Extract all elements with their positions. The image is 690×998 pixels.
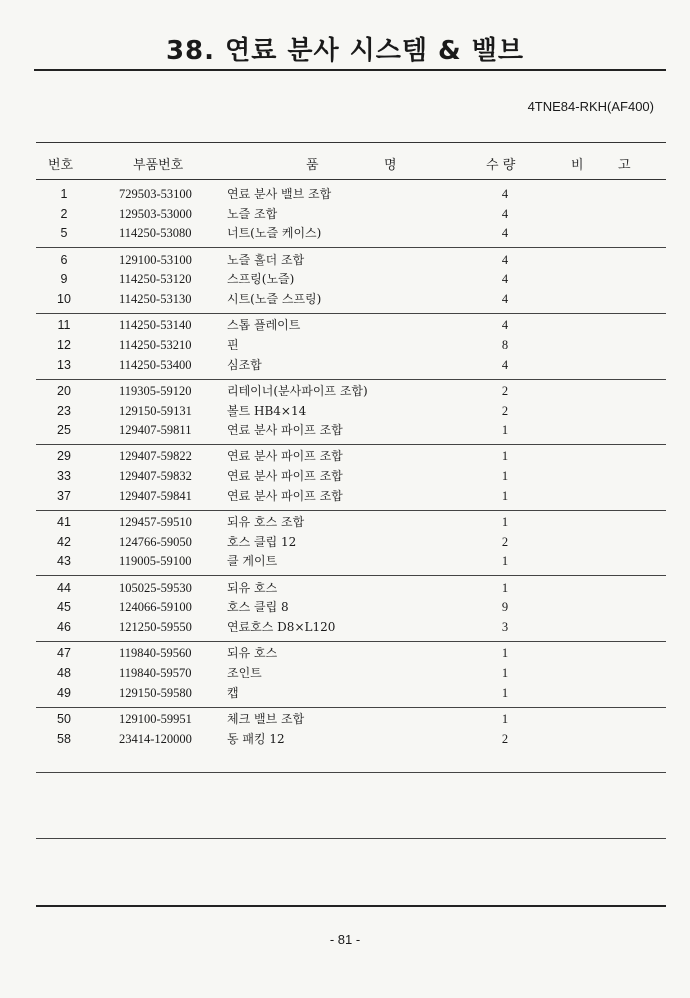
row-qty: 1 xyxy=(501,515,509,529)
row-qty: 2 xyxy=(501,403,509,418)
row-name: 체크 밸브 조합 xyxy=(227,711,305,726)
row-no: 5 xyxy=(60,226,68,241)
row-qty: 1 xyxy=(501,488,509,503)
group-divider xyxy=(36,510,666,511)
row-part-no: 129503-53000 xyxy=(119,206,192,221)
group-divider xyxy=(36,772,666,773)
row-part-no: 114250-53400 xyxy=(119,357,192,372)
row-qty: 1 xyxy=(501,554,509,569)
row-qty: 2 xyxy=(501,731,509,746)
group-divider xyxy=(36,444,666,445)
row-no: 2 xyxy=(60,206,68,221)
row-part-no: 23414-120000 xyxy=(119,731,192,746)
row-qty: 4 xyxy=(501,292,509,306)
row-no: 13 xyxy=(57,357,71,372)
row-qty: 1 xyxy=(501,665,509,680)
row-part-no: 105025-59530 xyxy=(119,580,192,595)
header-remarks-1: 비 xyxy=(571,158,584,173)
row-part-no: 114250-53130 xyxy=(119,292,192,306)
row-part-no: 119840-59560 xyxy=(119,646,192,661)
header-name-1: 품 xyxy=(306,158,319,173)
row-name: 볼트 HB4×14 xyxy=(227,403,307,418)
row-no: 45 xyxy=(57,600,71,615)
header-name-2: 명 xyxy=(384,158,397,173)
row-name: 스프링(노즐) xyxy=(227,272,295,287)
row-qty: 1 xyxy=(501,449,509,464)
row-part-no: 124066-59100 xyxy=(119,600,192,615)
row-name: 캡 xyxy=(227,685,239,700)
row-no: 10 xyxy=(57,292,71,306)
row-no: 58 xyxy=(57,731,71,746)
group-divider xyxy=(36,838,666,839)
row-name: 연료 분사 파이프 조합 xyxy=(227,469,343,484)
row-no: 20 xyxy=(57,383,71,398)
row-no: 46 xyxy=(57,620,71,634)
row-part-no: 114250-53140 xyxy=(119,318,192,333)
row-qty: 4 xyxy=(501,357,509,372)
row-no: 25 xyxy=(57,423,71,438)
row-no: 42 xyxy=(57,534,71,549)
header-remarks-2: 고 xyxy=(618,158,631,173)
row-qty: 1 xyxy=(501,711,509,726)
row-name: 클 게이트 xyxy=(227,554,278,569)
header-no: 번호 xyxy=(48,158,74,173)
row-qty: 2 xyxy=(501,534,509,549)
row-no: 29 xyxy=(57,449,71,464)
row-qty: 1 xyxy=(501,646,509,661)
row-name: 노즐 조합 xyxy=(227,206,278,221)
row-name: 시트(노즐 스프링) xyxy=(227,292,322,306)
row-no: 9 xyxy=(60,272,68,287)
row-name: 리테이너(분사파이프 조합) xyxy=(227,383,368,398)
row-part-no: 129407-59822 xyxy=(119,449,192,464)
page-title: 38. 연료 분사 시스템 & 밸브 xyxy=(165,36,525,66)
row-qty: 4 xyxy=(501,226,509,241)
row-name: 되유 호스 xyxy=(227,580,278,595)
row-qty: 4 xyxy=(501,318,509,333)
row-no: 43 xyxy=(57,554,71,569)
header-bottom-rule xyxy=(36,179,666,180)
row-part-no: 129100-53100 xyxy=(119,252,192,267)
row-name: 스톱 플레이트 xyxy=(227,318,301,333)
group-divider xyxy=(36,641,666,642)
row-part-no: 114250-53080 xyxy=(119,226,192,241)
row-no: 12 xyxy=(57,337,71,352)
row-part-no: 129150-59580 xyxy=(119,685,192,700)
row-part-no: 121250-59550 xyxy=(119,620,192,634)
row-no: 11 xyxy=(57,318,71,333)
row-qty: 4 xyxy=(501,206,509,221)
group-divider xyxy=(36,575,666,576)
row-part-no: 129150-59131 xyxy=(119,403,192,418)
row-name: 연료호스 D8×L120 xyxy=(227,620,336,634)
row-part-no: 129407-59832 xyxy=(119,469,192,484)
row-no: 33 xyxy=(57,469,71,484)
row-no: 41 xyxy=(57,515,71,529)
row-name: 연료 분사 밸브 조합 xyxy=(227,187,332,201)
row-no: 50 xyxy=(57,711,71,726)
row-no: 6 xyxy=(60,252,68,267)
row-qty: 1 xyxy=(501,423,509,438)
row-name: 핀 xyxy=(227,337,239,352)
row-no: 49 xyxy=(57,685,71,700)
row-no: 37 xyxy=(57,488,71,503)
row-no: 44 xyxy=(57,580,71,595)
row-name: 연료 분사 파이프 조합 xyxy=(227,488,343,503)
row-qty: 4 xyxy=(501,252,509,267)
group-divider xyxy=(36,707,666,708)
title-rule xyxy=(34,69,666,71)
row-qty: 2 xyxy=(501,383,509,398)
group-divider xyxy=(36,313,666,314)
row-part-no: 119005-59100 xyxy=(119,554,192,569)
row-part-no: 124766-59050 xyxy=(119,534,192,549)
row-name: 심조합 xyxy=(227,357,262,372)
page-number: - 81 - xyxy=(329,932,361,947)
row-part-no: 729503-53100 xyxy=(119,187,192,201)
row-part-no: 129100-59951 xyxy=(119,711,192,726)
header-top-rule xyxy=(36,142,666,143)
row-no: 1 xyxy=(60,187,68,201)
row-part-no: 129457-59510 xyxy=(119,515,192,529)
row-part-no: 119305-59120 xyxy=(119,383,192,398)
row-name: 호스 클립 8 xyxy=(227,600,289,615)
row-name: 되유 호스 xyxy=(227,646,278,661)
row-name: 너트(노즐 케이스) xyxy=(227,226,322,241)
row-part-no: 129407-59841 xyxy=(119,488,192,503)
row-part-no: 114250-53210 xyxy=(119,337,192,352)
group-divider xyxy=(36,379,666,380)
header-part-no: 부품번호 xyxy=(133,158,184,173)
row-part-no: 119840-59570 xyxy=(119,665,192,680)
row-qty: 1 xyxy=(501,685,509,700)
row-qty: 9 xyxy=(501,600,509,615)
row-part-no: 114250-53120 xyxy=(119,272,192,287)
row-qty: 3 xyxy=(501,620,509,634)
group-divider xyxy=(36,247,666,248)
model-code: 4TNE84-RKH(AF400) xyxy=(527,99,654,114)
row-no: 23 xyxy=(57,403,71,418)
row-name: 동 패킹 12 xyxy=(227,731,285,746)
row-qty: 4 xyxy=(501,272,509,287)
row-part-no: 129407-59811 xyxy=(119,423,192,438)
row-qty: 1 xyxy=(501,469,509,484)
row-qty: 4 xyxy=(501,187,509,201)
row-name: 연료 분사 파이프 조합 xyxy=(227,449,343,464)
row-qty: 1 xyxy=(501,580,509,595)
row-name: 노즐 홀더 조합 xyxy=(227,252,305,267)
row-name: 호스 클립 12 xyxy=(227,534,297,549)
row-no: 47 xyxy=(57,646,71,661)
header-qty: 수 량 xyxy=(486,158,516,173)
row-qty: 8 xyxy=(501,337,509,352)
row-name: 조인트 xyxy=(227,665,262,680)
row-no: 48 xyxy=(57,665,71,680)
row-name: 연료 분사 파이프 조합 xyxy=(227,423,343,438)
row-name: 되유 호스 조합 xyxy=(227,515,305,529)
footer-rule xyxy=(36,905,666,907)
